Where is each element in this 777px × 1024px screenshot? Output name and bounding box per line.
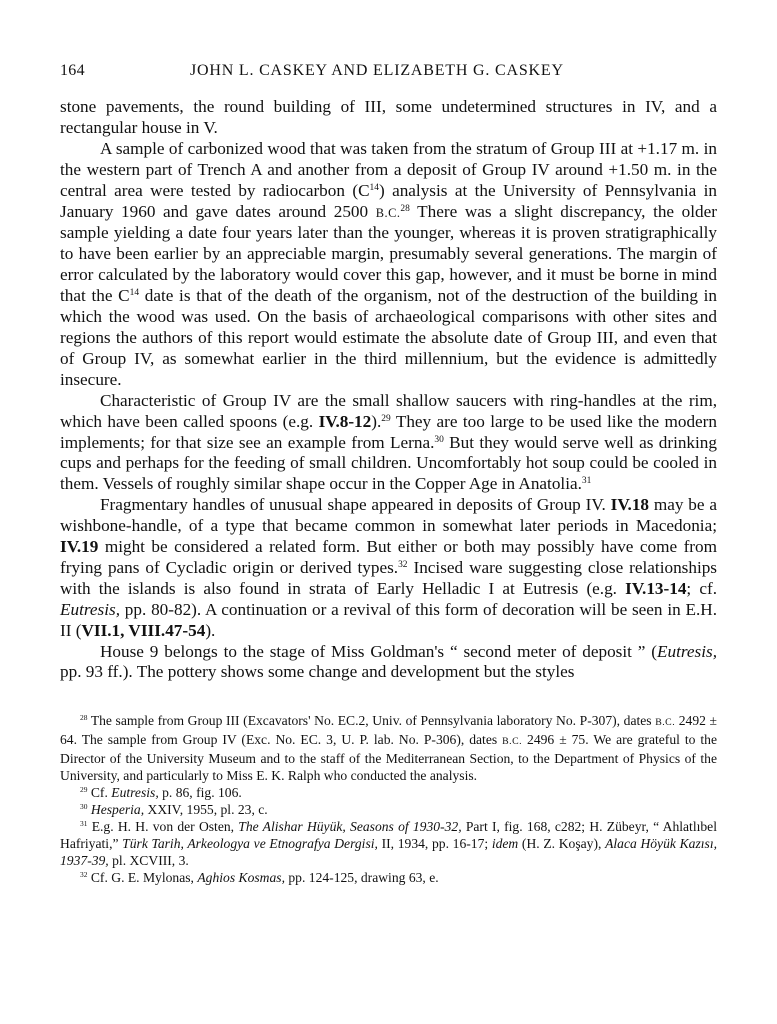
footnote-29: $^{29}$ Cf. Eutresis, p. 86, fig. 106. [80,785,242,800]
body-text [60,97,717,683]
superscript: 14 [129,288,140,299]
paragraph: Characteristic of Group IV are the small shallow saucers with ring-handles at the rim, which have been called spoons (e.g. IV.8-12).$^{29}$ They are too large to be used like the modern implements; for that size see an example from Lerna.$^{30}$ But they would serve well as drinking cups and perhaps for the feeding of small children. Uncomfortably hot soup could be cooled in them. Vessels of roughly similar shape occur in the Copper Age in Anatolia.$^{31}$ [60,390,717,494]
plate-reference: IV.8-12 [318,411,372,431]
footnote-ref-32: 32 [398,559,408,570]
footnote-ref-28: 28 [400,203,410,214]
footnote-ref-29: 29 [381,413,391,424]
page-number: 164 [60,62,85,79]
plate-reference: VII.1, VIII.47-54 [81,620,206,640]
footnotes [60,713,717,886]
footnote-30: $^{30}$ Hesperia, XXIV, 1955, pl. 23, c. [80,801,268,817]
paragraph: stone pavements, the round building of III, some undetermined structures in IV, and a rectangular house in V. [60,97,717,137]
page-header [60,62,717,84]
plate-reference: IV.18 [610,495,650,515]
plate-reference: IV.13-14 [625,578,687,598]
small-caps: B.C. [375,205,401,220]
superscript: 14 [369,182,379,193]
footnote-ref-30: 30 [434,434,444,445]
footnote-ref-31: 31 [581,476,592,487]
footnote-28: $^{28}$ The sample from Group III (Excavators' No. EC.2, Univ. of Pennsylvania laboratory No. P-307), dates B.C. 2492 ± 64. The sample from Group IV (Exc. No. EC. 3, U. P. lab. No. P-306), dates B.C. 2496 ± 75. We are grateful to the Director of the University Museum and to the staff of the Mediterranean Section, to the Department of Physics of the University, and particularly to Miss E. K. Ralph who conducted the analysis. [60,713,717,784]
running-title: JOHN L. CASKEY AND ELIZABETH G. CASKEY [190,62,564,79]
page [60,62,717,886]
paragraph: A sample of carbonized wood that was taken from the stratum of Group III at +1.17 m. in the western part of Trench A and another from a deposit of Group IV around +1.50 m. in the central area were tested by radiocarbon $(C^{14})$ analysis at the University of Pennsylvania in January 1960 and gave dates around 2500 B.C.$^{28}$ There was a slight discrepancy, the older sample yielding a date four years later than the younger, whereas it is proven stratigraphically to have been earlier by an appreciable margin, presumably several generations. The margin of error calculated by the laboratory would cover this gap, however, and it must be borne in mind that the $C^{14}$ date is that of the death of the organism, not of the destruction of the building in which the wood was used. On the basis of archaeological comparisons with other sites and regions the authors of this report would estimate the absolute date of Group III, and even that of Group IV, as somewhat earlier in the third millennium, but the evidence is admittedly insecure. [60,138,717,389]
paragraph: House 9 belongs to the stage of Miss Goldman's “ second meter of deposit ” (Eutresis, pp. 93 ff.). The pottery shows some change and development but the styles [60,641,717,682]
footnote-31: $^{31}$ E.g. H. H. von der Osten, The Alishar Hüyük, Seasons of 1930-32, Part I, fig. 168, c282; H. Zübeyr, “ Ahlatlıbel Hafriyati,” Türk Tarih, Arkeologya ve Etnografya Dergisi, II, 1934, pp. 16-17; idem (H. Z. Koşay), Alaca Höyük Kazısı, 1937-39, pl. XCVIII, 3. [60,818,717,868]
paragraph: Fragmentary handles of unusual shape appeared in deposits of Group IV. IV.18 may be a wishbone-handle, of a type that became common in somewhat later periods in Macedonia; IV.19 might be considered a related form. But either or both may possibly have come from frying pans of Cycladic origin or derived types.$^{32}$ Incised ware suggesting close relationships with the islands is also found in strata of Early Helladic I at Eutresis (e.g. IV.13-14; cf. Eutresis, pp. 80-82). A continuation or a revival of this form of decoration will be seen in E.H. II (VII.1, VIII.47-54). [60,495,717,640]
italic-title: Eutresis, [60,599,120,619]
plate-reference: IV.19 [60,537,99,557]
footnote-32: $^{32}$ Cf. G. E. Mylonas, Aghios Kosmas, pp. 124-125, drawing 63, e. [80,869,439,885]
italic-title: Eutresis, [657,641,717,661]
